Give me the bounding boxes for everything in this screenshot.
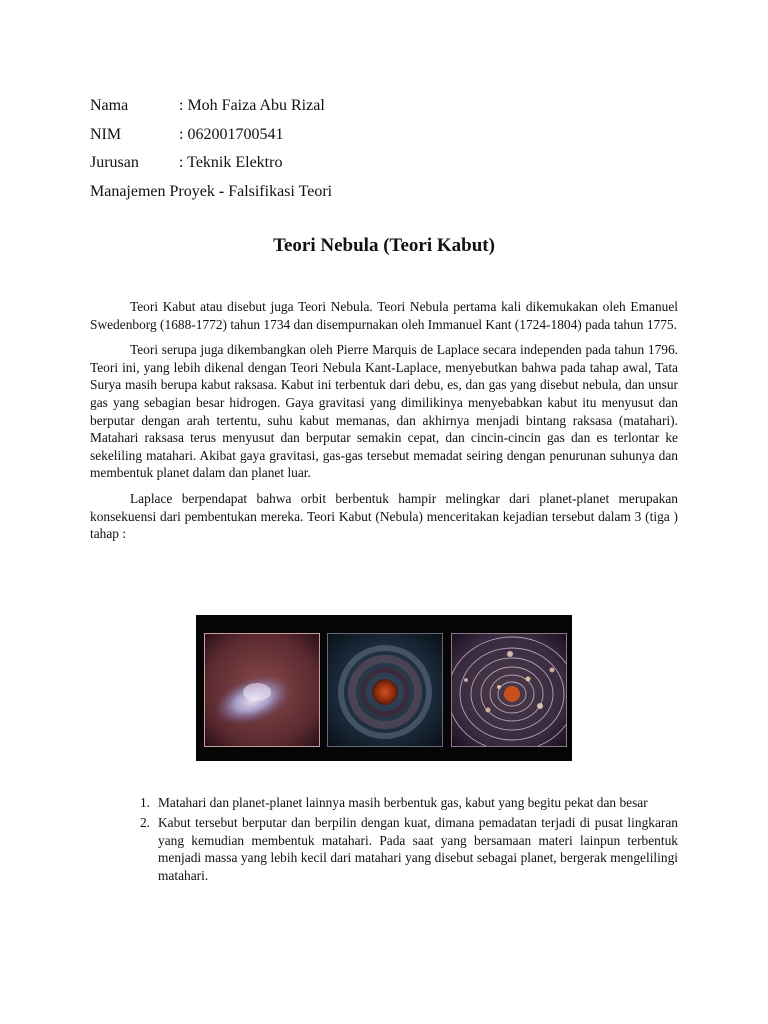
name-value: : Moh Faiza Abu Rizal bbox=[179, 97, 325, 114]
subject-prefix: Manajemen Proyek bbox=[90, 182, 219, 200]
student-info bbox=[90, 92, 332, 206]
document-title: Teori Nebula (Teori Kabut) bbox=[273, 235, 495, 256]
name-label: Nama bbox=[90, 97, 129, 114]
nim-value: : 062001700541 bbox=[179, 125, 284, 143]
subject-line bbox=[90, 178, 332, 207]
list-item bbox=[130, 794, 678, 811]
paragraph-1: Teori Kabut atau disebut juga Teori Nebula. Teori Nebula pertama kali dikemukakan oleh Emanuel Swedenborg (1688-1772) tahun 1734 dan disempurnakan oleh Immanuel Kant (1724-1804) pada tahun 1775. bbox=[90, 299, 678, 332]
body-text bbox=[90, 298, 678, 551]
list-item-text: Kabut tersebut berputar dan berpilin dengan kuat, dimana pemadatan terjadi di pusat lingkaran yang kemudian membentuk matahari. Pada saat yang bersamaan materi lainpun terbentuk menjadi massa yang lebih kecil dari matahari yang disebut sebagai planet, bergerak mengelilingi matahari. bbox=[158, 815, 678, 883]
paragraph-3: Laplace berpendapat bahwa orbit berbentuk hampir melingkar dari planet-planet merupakan konsekuensi dari pembentukan mereka. Teori Kabut (Nebula) menceritakan kejadian tersebut dalam 3 (tiga ) tahap : bbox=[90, 490, 678, 542]
nim-label: NIM bbox=[90, 125, 122, 143]
list-item-text: Matahari dan planet-planet lainnya masih berbentuk gas, kabut yang begitu pekat dan besar bbox=[158, 795, 648, 810]
list-item bbox=[130, 814, 678, 884]
paragraph-2: Teori serupa juga dikembangkan oleh Pierre Marquis de Laplace secara independen pada tahun 1796. Teori ini, yang lebih dikenal dengan Teori Nebula Kant-Laplace, menyebutkan bahwa pada tahap awal, Tata Surya masih berupa kabut raksasa. Kabut ini terbentuk dari debu, es, dan gas yang disebut nebula, dan unsur gas yang sebagian besar hidrogen. Gaya gravitasi yang dimilikinya menyebabkan kabut itu menyusut dan berputar dengan arah tertentu, suhu kabut memanas, dan akhirnya menjadi bintang raksasa (matahari). Matahari raksasa terus menyusut dan berputar semakin cepat, dan cincin-cincin gas dan es terlontar ke sekeliling matahari. Akibat gaya gravitasi, gas-gas tersebut memadat seiring dengan penurunan suhunya dan membentuk planet dalam dan planet luar. bbox=[90, 342, 678, 481]
stage-1-image bbox=[204, 633, 320, 747]
stage-3-image bbox=[451, 633, 567, 747]
nebula-stages-figure bbox=[196, 615, 572, 761]
subject-separator: - bbox=[218, 182, 225, 200]
major-row bbox=[90, 149, 332, 178]
list-item-number: 2. bbox=[139, 815, 150, 831]
list-item-number: 1. bbox=[139, 795, 150, 810]
subject-suffix: Falsifikasi Teori bbox=[224, 182, 333, 200]
major-value: : Teknik Elektro bbox=[179, 154, 283, 171]
stages-list bbox=[130, 794, 678, 887]
name-row bbox=[90, 92, 332, 121]
major-label: Jurusan bbox=[90, 154, 139, 171]
stage-2-image bbox=[327, 633, 443, 747]
nim-row bbox=[90, 121, 332, 150]
